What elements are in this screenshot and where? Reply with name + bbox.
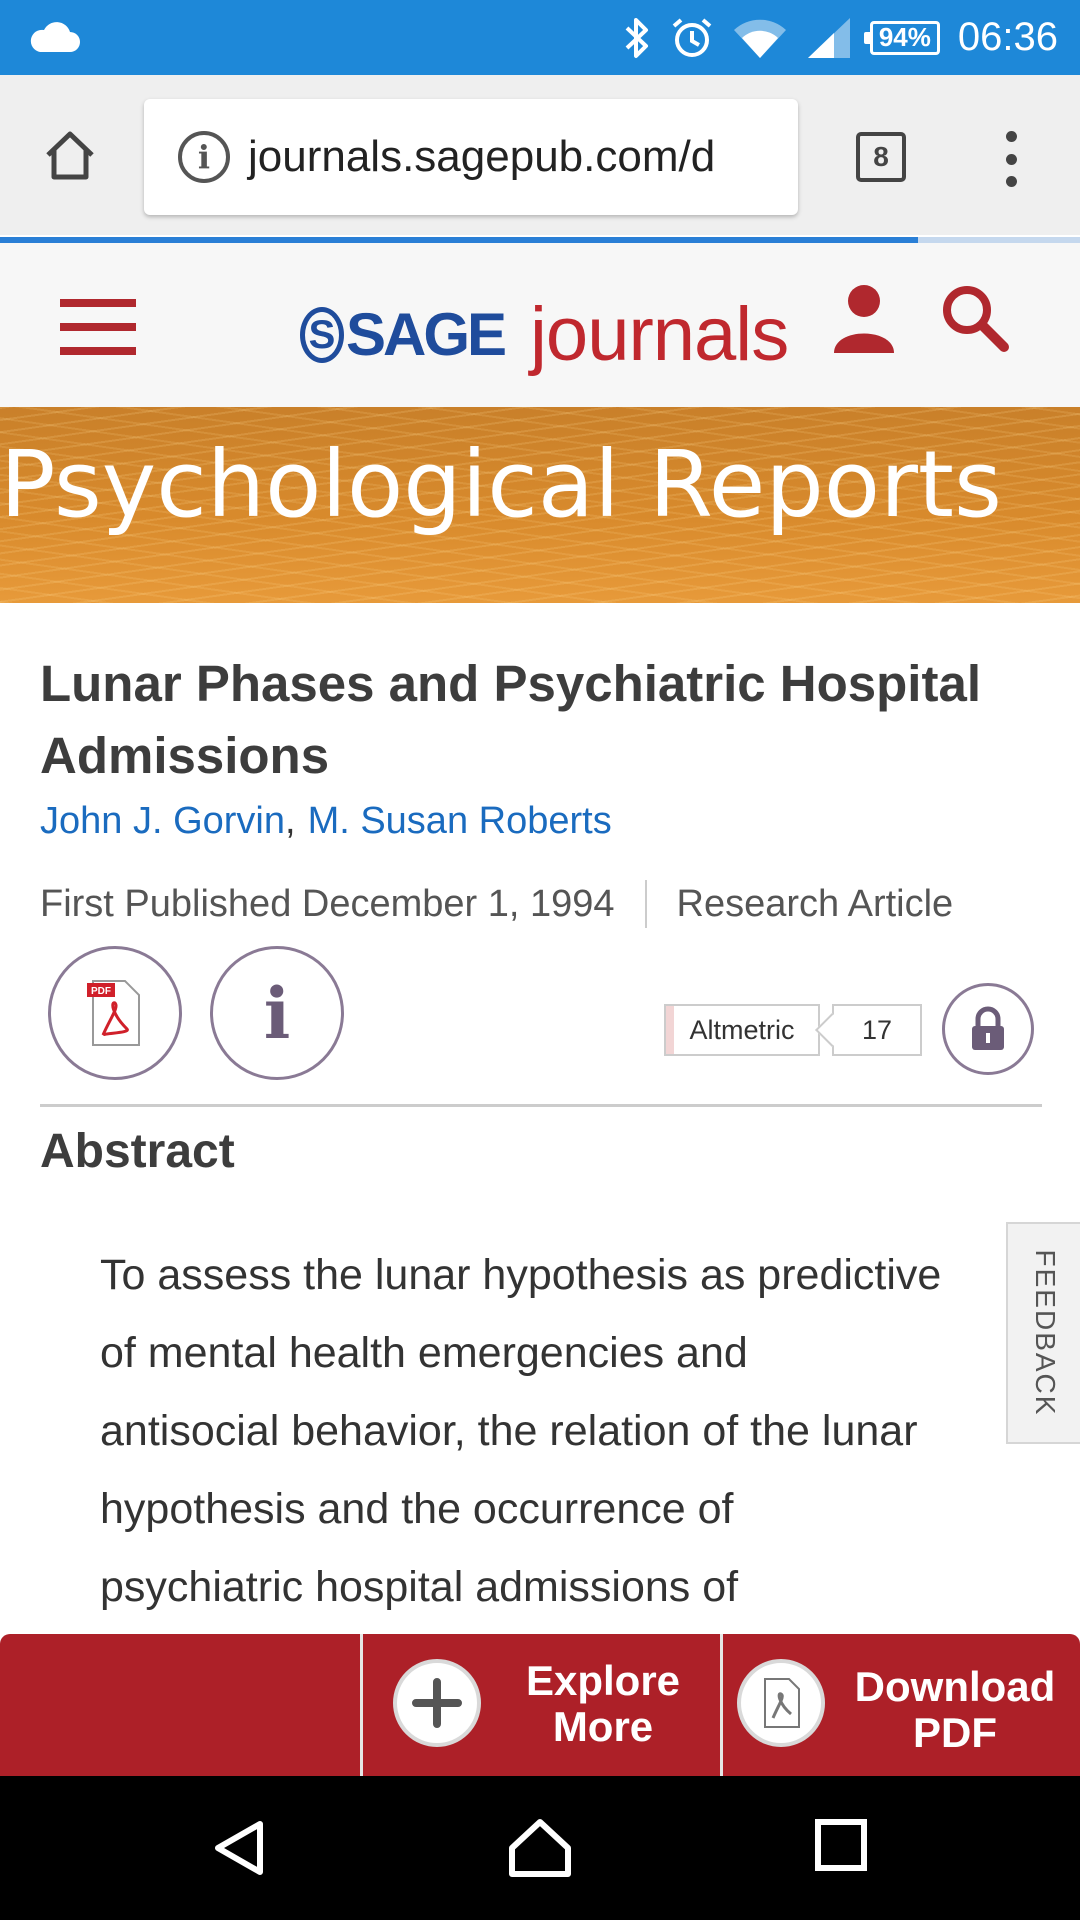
hamburger-menu-icon[interactable] [60, 299, 136, 355]
download-pdf-label: Download PDF [854, 1663, 1056, 1756]
back-icon[interactable] [210, 1818, 270, 1878]
recents-icon[interactable] [814, 1818, 868, 1872]
altmetric-score: 17 [832, 1004, 922, 1056]
abstract-heading: Abstract [40, 1125, 235, 1178]
abstract-line: psychiatric hospital admissions of [100, 1563, 739, 1611]
wifi-icon [732, 16, 788, 60]
address-bar[interactable] [144, 99, 798, 215]
author-link[interactable]: M. Susan Roberts [307, 800, 612, 842]
battery-level: 94% [878, 22, 931, 52]
status-bar [0, 0, 1080, 75]
author-list [40, 800, 612, 843]
publish-date: First Published December 1, 1994 [40, 882, 615, 925]
explore-more-button[interactable] [360, 1634, 720, 1776]
journal-title: Psychological Reports [0, 431, 1002, 538]
alarm-icon [670, 16, 714, 60]
access-lock-button[interactable] [942, 983, 1034, 1075]
altmetric-label: Altmetric [664, 1004, 820, 1056]
sage-journals-logo[interactable] [300, 291, 788, 378]
article-type: Research Article [676, 882, 954, 925]
home-nav-icon[interactable] [508, 1818, 572, 1878]
author-link[interactable]: John J. Gorvin [40, 800, 285, 842]
bluetooth-icon [622, 16, 652, 60]
user-account-icon[interactable] [832, 283, 896, 353]
tab-count: 8 [873, 141, 889, 172]
altmetric-badge[interactable] [664, 1004, 922, 1056]
abstract-text [100, 1236, 1080, 1636]
pdf-file-icon [85, 977, 145, 1049]
feedback-tab[interactable] [1006, 1222, 1080, 1444]
pdf-download-icon [737, 1659, 825, 1747]
author-separator: , [285, 800, 296, 842]
article-action-bar [0, 1634, 1080, 1776]
site-info-icon[interactable]: i [178, 131, 230, 183]
clock: 06:36 [957, 15, 1058, 59]
download-pdf-button[interactable] [720, 1634, 1080, 1776]
url-text[interactable]: journals.sagepub.com/d [248, 132, 716, 181]
logo-brand: SAGE [346, 301, 505, 368]
abstract-line: To assess the lunar hypothesis as predictive [100, 1251, 942, 1299]
abstract-line: of mental health emergencies and [100, 1329, 748, 1377]
home-icon[interactable] [40, 125, 100, 185]
battery-icon [870, 21, 940, 55]
svg-text:PDF: PDF [91, 986, 111, 997]
abstract-line: antisocial behavior, the relation of the lunar [100, 1407, 918, 1455]
site-header [0, 243, 1080, 407]
browser-toolbar [0, 75, 1080, 235]
pdf-button[interactable] [48, 946, 182, 1080]
action-bar-empty-cell [0, 1634, 360, 1776]
info-icon: i [263, 971, 291, 1055]
cloud-icon [28, 20, 80, 54]
journal-banner[interactable] [0, 407, 1080, 603]
system-nav-bar [0, 1776, 1080, 1920]
logo-suffix: journals [530, 292, 789, 377]
lock-icon [968, 1006, 1008, 1052]
section-divider [40, 1104, 1042, 1107]
meta-divider [645, 880, 647, 928]
sage-s-icon: S [300, 307, 344, 363]
signal-icon [806, 16, 852, 60]
status-icons [622, 0, 1058, 75]
browser-menu-icon[interactable] [996, 131, 1026, 187]
tab-switcher-button[interactable] [856, 132, 906, 182]
search-icon[interactable] [938, 281, 1010, 353]
plus-icon [393, 1659, 481, 1747]
article-meta [40, 880, 953, 928]
article-info-button[interactable] [210, 946, 344, 1080]
explore-more-label: Explore More [525, 1657, 681, 1750]
abstract-line: hypothesis and the occurrence of [100, 1485, 734, 1533]
feedback-label: FEEDBACK [1030, 1249, 1061, 1417]
article-title: Lunar Phases and Psychiatric Hospital Admissions [40, 655, 981, 784]
